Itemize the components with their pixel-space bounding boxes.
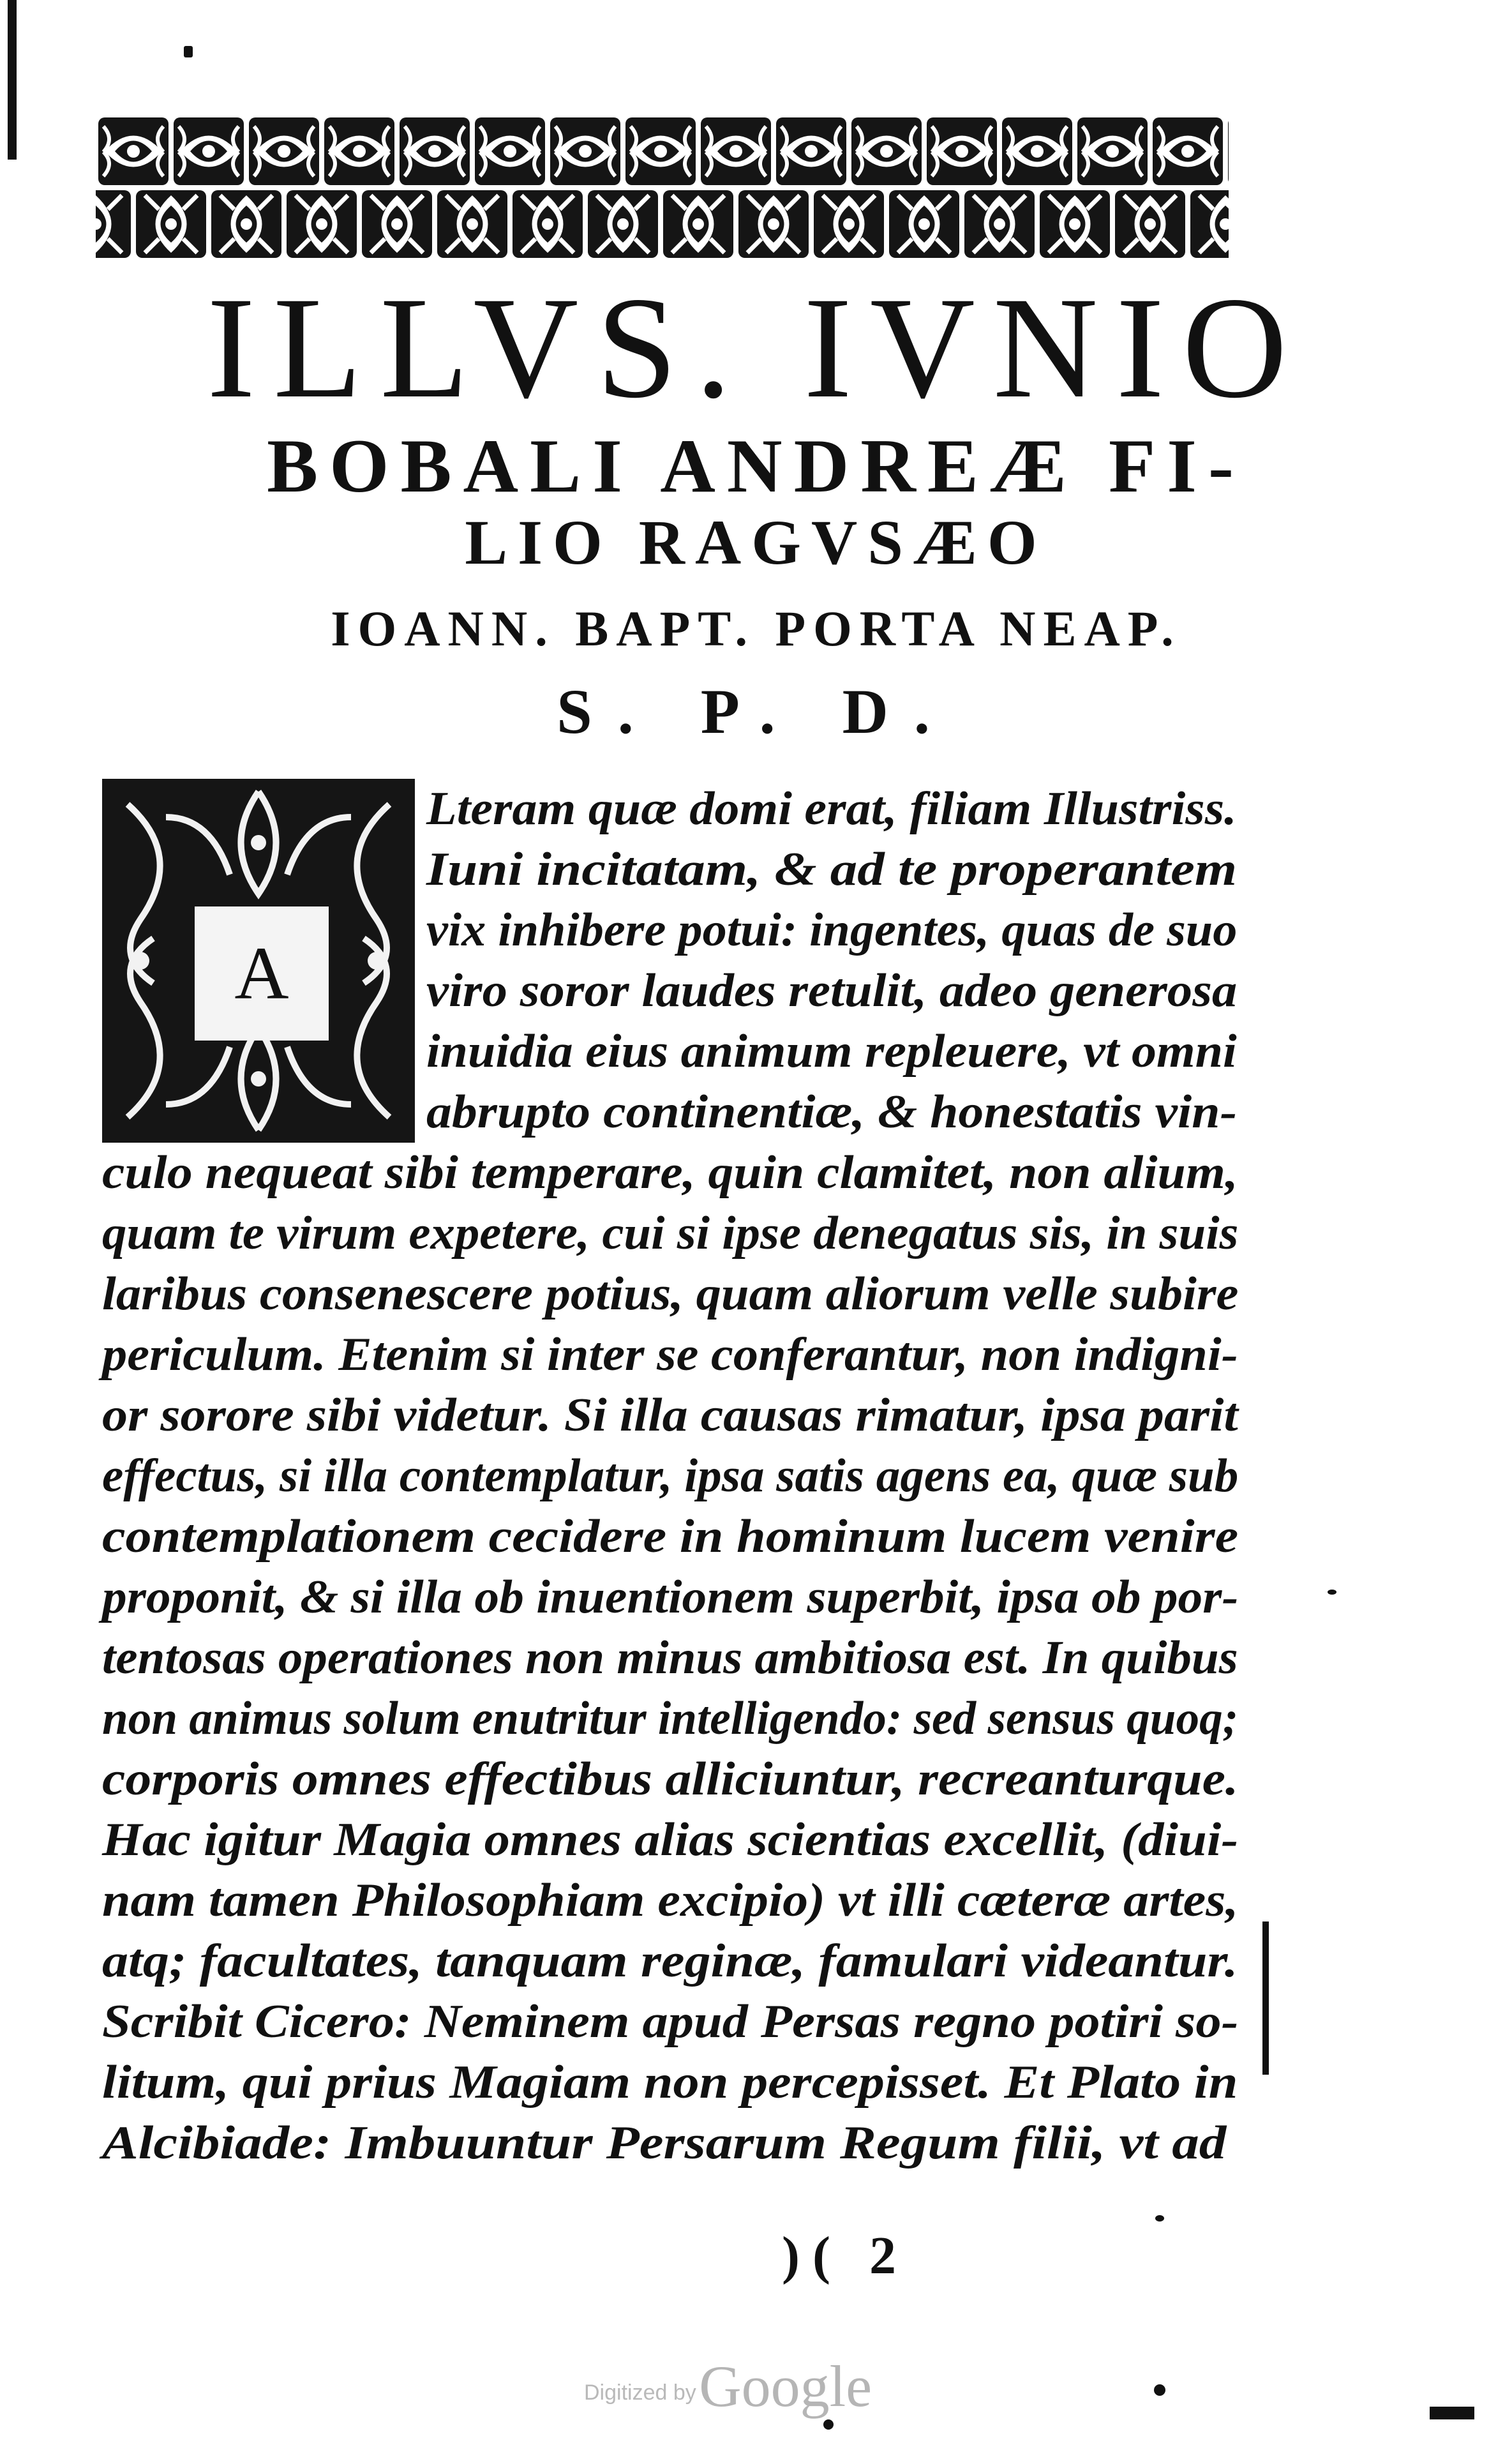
body-line: corporis omnes effectibus alliciuntur, recreanturque. [102, 1753, 1239, 1805]
body-line: tentosas operationes non minus ambitiosa est. In quibus [102, 1632, 1238, 1684]
ornamental-border-top [96, 114, 1229, 189]
body-line: vix inhibere potui: ingentes, quas de suo [426, 904, 1238, 956]
heading-salutation: S. P. D. [557, 676, 955, 747]
ornament-pattern-icon [96, 186, 1229, 262]
body-line: litum, qui prius Magiam non percepisset. Et Plato in [102, 2056, 1238, 2109]
scan-speck [1430, 2407, 1474, 2419]
body-line: effectus, si illa contemplatur, ipsa satis agens ea, quæ sub [102, 1450, 1239, 1502]
initial-letter: A [195, 906, 329, 1041]
body-line: culo nequeat sibi temperare, quin clamitet, non alium, [102, 1147, 1238, 1199]
body-line: proponit, & si illa ob inuentionem superbit, ipsa ob por- [102, 1571, 1239, 1623]
body-line: Alcibiade: Imbuuntur Persarum Regum filii, vt ad [102, 2117, 1227, 2169]
scan-speck [1154, 2384, 1165, 2396]
body-line: Scribit Cicero: Neminem apud Persas regno potiri so- [102, 1996, 1239, 2048]
body-line: Hac igitur Magia omnes alias scientias excellit, (diui- [102, 1814, 1239, 1866]
watermark-brand: Google [699, 2354, 872, 2419]
scan-speck [823, 2419, 834, 2430]
heading-name-line: ILLVS. IVNIO [207, 267, 1305, 428]
body-line: quam te virum expetere, cui si ipse denegatus sis, in suis [102, 1207, 1239, 1260]
body-line: or sorore sibi videtur. Si illa causas rimatur, ipsa parit [102, 1389, 1238, 1441]
scan-speck [1155, 2215, 1164, 2222]
body-line: inuidia eius animum repleuere, vt omni [426, 1025, 1237, 1078]
body-line: Lteram quæ domi erat, filiam Illustriss. [426, 783, 1237, 835]
scan-speck [1328, 1590, 1336, 1595]
heading-author-line: IOANN. BAPT. PORTA NEAP. [331, 601, 1181, 656]
scan-edge-mark-top [8, 0, 17, 160]
body-line: nam tamen Philosophiam excipio) vt illi cæteræ artes, [102, 1874, 1239, 1927]
watermark-prefix: Digitized by [584, 2380, 696, 2405]
decorated-initial [102, 779, 415, 1143]
body-line: Iuni incitatam, & ad te properantem [426, 843, 1237, 896]
body-line: viro soror laudes retulit, adeo generosa [426, 965, 1238, 1017]
scan-speck [184, 46, 193, 57]
ornament-pattern-icon [96, 114, 1229, 189]
body-line: periculum. Etenim si inter se conferantur, non indigni- [102, 1328, 1238, 1381]
body-line: atq; facultates, tanquam reginæ, famulari videantur. [102, 1935, 1238, 1987]
body-line: non animus solum enutritur intelligendo: sed sensus quoq; [102, 1692, 1239, 1745]
body-line: abrupto continentiæ, & honestatis vin- [426, 1086, 1238, 1138]
heading-family-line: BOBALI ANDREÆ FI- [267, 423, 1245, 508]
signature-mark: )( 2 [782, 2226, 909, 2285]
body-line: contemplationem cecidere in hominum lucem venire [102, 1510, 1239, 1563]
digitized-watermark [584, 2352, 872, 2420]
ornamental-border-bottom [96, 186, 1229, 262]
heading-origin-line: LIO RAGVSÆO [465, 507, 1047, 578]
body-line: laribus consenescere potius, quam aliorum velle subire [102, 1268, 1239, 1320]
